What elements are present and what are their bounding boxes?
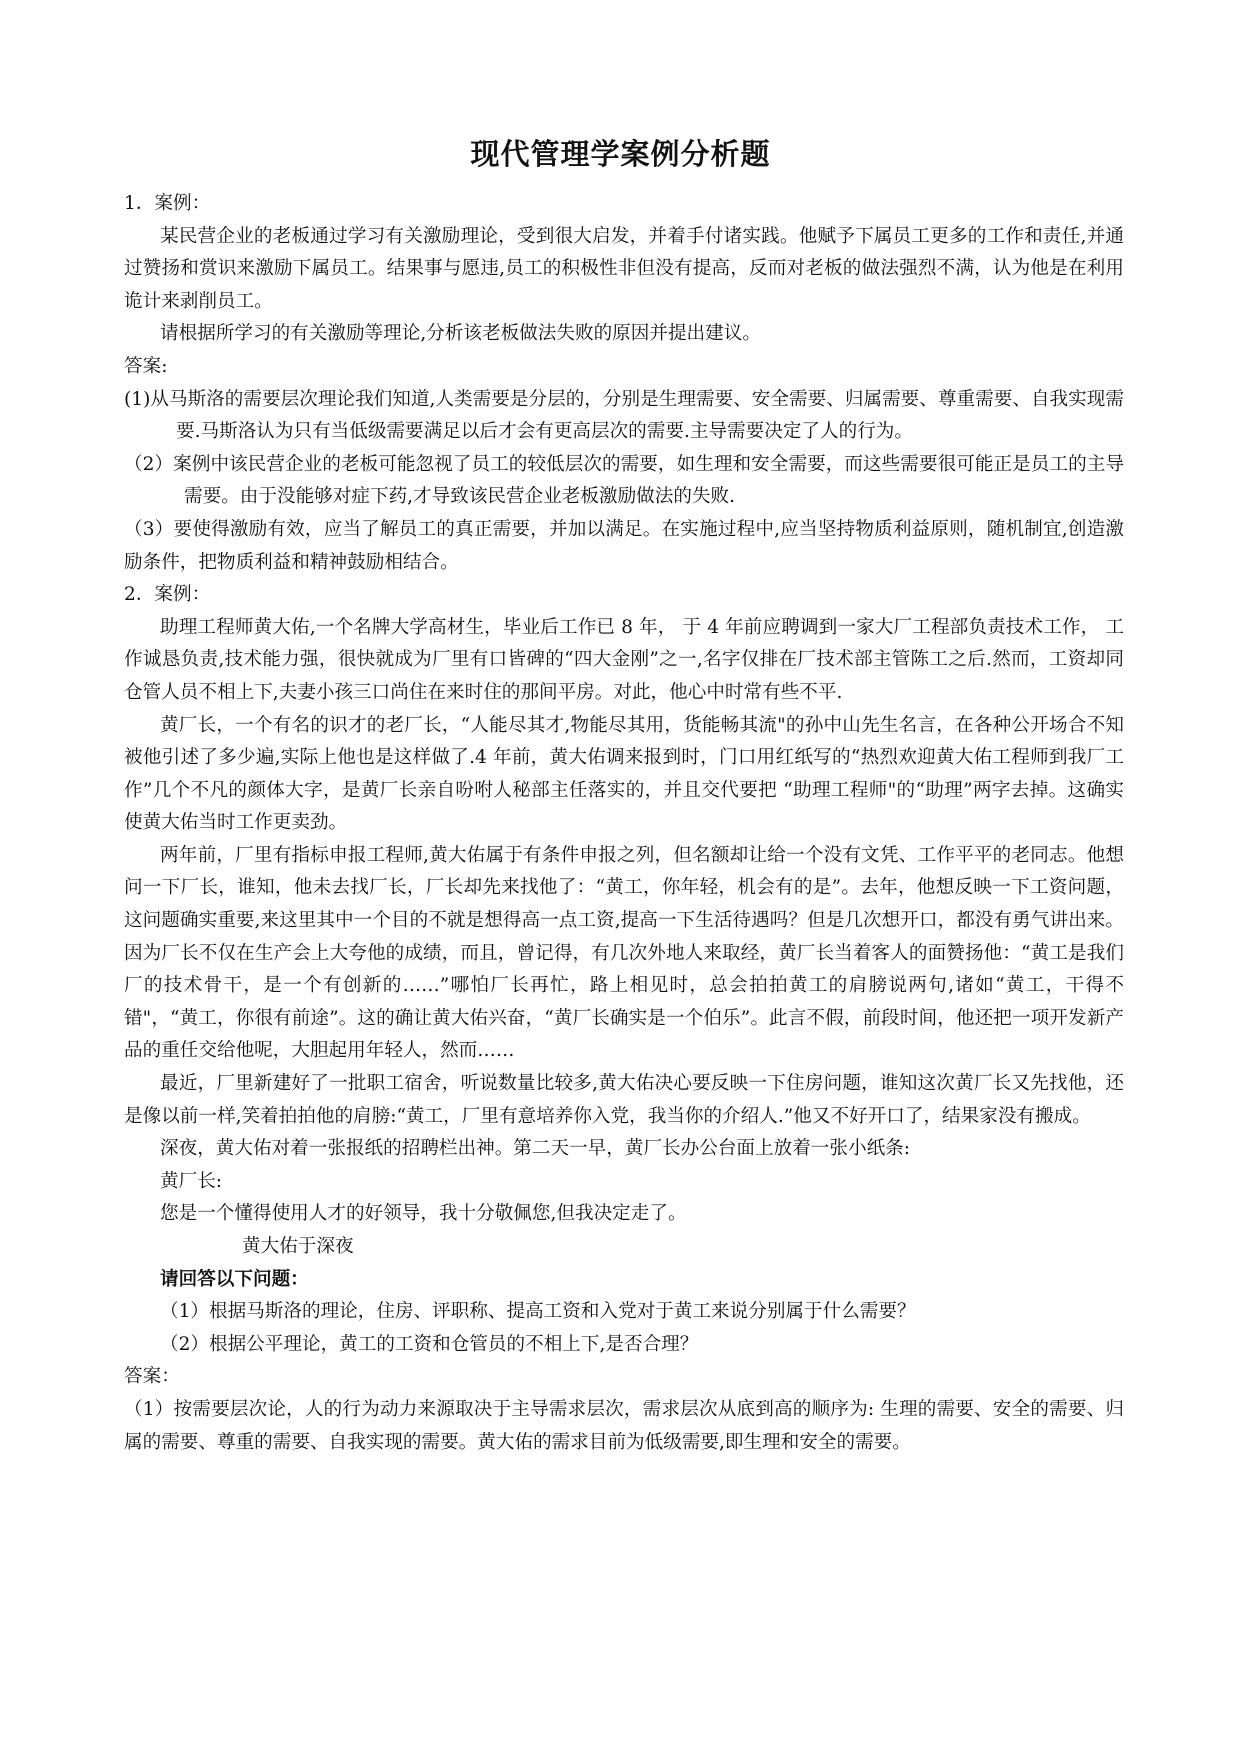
q2-case-paragraph-1: 助理工程师黄大佑,一个名牌大学高材生，毕业后工作已 8 年， 于 4 年前应聘调到一家大厂工程部负责技术工作， 工作诚恳负责,技术能力强，很快就成为厂里有口皆碑的“四大金刚”之一,名字仅排在厂技术部主管陈工之后.然而，工资却同仓管人员不相上下,夫妻小孩三口尚住在来时住的那间平房。对此，他心中时常有些不平. xyxy=(124,616,1124,703)
questions-label: 请回答以下问题： xyxy=(160,1268,309,1290)
document-body xyxy=(124,188,1124,1459)
q1-answer-label: 答案: xyxy=(124,355,168,377)
q2-case-paragraph-2: 黄厂长，一个有名的识才的老厂长，“人能尽其才,物能尽其用，货能畅其流"的孙中山先生名言，在各种公开场合不知被他引述了多少遍,实际上他也是这样做了.4 年前，黄大佑调来报到时，门口用红纸写的“热烈欢迎黄大佑工程师到我厂工作”几个不凡的颜体大字，是黄厂长亲自吩咐人秘部主任落实的，并且交代要把 “助理工程师"的“助理”两字去掉。这确实使黄大佑当时工作更卖劲。 xyxy=(124,714,1124,834)
note-salutation: 黄厂长: xyxy=(160,1170,223,1192)
note-signature: 黄大佑于深夜 xyxy=(242,1236,354,1257)
q2-question-2: （2）根据公平理论，黄工的工资和仓管员的不相上下,是否合理？ xyxy=(160,1333,699,1355)
q1-answer-2: （2）案例中该民营企业的老板可能忽视了员工的较低层次的需要，如生理和安全需要，而这些需要很可能正是员工的主导需要。由于没能够对症下药,才导致该民营企业老板激励做法的失败. xyxy=(124,453,1124,508)
q2-answer-1: （1）按需要层次论，人的行为动力来源取决于主导需求层次，需求层次从底到高的顺序为: 生理的需要、安全的需要、归属的需要、尊重的需要、自我实现的需要。黄大佑的需求目前为低级需要,即生理和安全的需要。 xyxy=(124,1398,1124,1453)
q2-case-paragraph-5: 深夜，黄大佑对着一张报纸的招聘栏出神。第二天一早，黄厂长办公台面上放着一张小纸条: xyxy=(160,1138,911,1160)
q2-case-paragraph-3: 两年前，厂里有指标申报工程师,黄大佑属于有条件申报之列，但名额却让给一个没有文凭、工作平平的老同志。他想问一下厂长，谁知，他未去找厂长，厂长却先来找他了：“黄工，你年轻，机会有的是”。去年，他想反映一下工资问题，这问题确实重要,来这里其中一个目的不就是想得高一点工资,提高一下生活待遇吗？但是几次想开口，都没有勇气讲出来。因为厂长不仅在生产会上大夸他的成绩，而且，曾记得，有几次外地人来取经，黄厂长当着客人的面赞扬他：“黄工是我们厂的技术骨干，是一个有创新的……”哪怕厂长再忙，路上相见时，总会拍拍黄工的肩膀说两句,诸如“黄工，干得不错"，“黄工，你很有前途”。这的确让黄大佑兴奋，“黄厂长确实是一个伯乐”。此言不假，前段时间，他还把一项开发新产品的重任交给他呢，大胆起用年轻人，然而…… xyxy=(124,844,1124,1062)
q1-heading: 1．案例： xyxy=(124,193,211,214)
q2-answer-label: 答案： xyxy=(124,1366,180,1388)
note-body: 您是一个懂得使用人才的好领导，我十分敬佩您,但我决定走了。 xyxy=(160,1203,687,1225)
q2-question-1: （1）根据马斯洛的理论，住房、评职称、提高工资和入党对于黄工来说分别属于什么需要？ xyxy=(160,1301,916,1323)
q2-case-paragraph-4: 最近，厂里新建好了一批职工宿舍，听说数量比较多,黄大佑决心要反映一下住房问题，谁知这次黄厂长又先找他，还是像以前一样,笑着拍拍他的肩膀:“黄工，厂里有意培养你入党，我当你的介绍人.”他又不好开口了，结果家没有搬成。 xyxy=(124,1073,1124,1127)
q1-case-task: 请根据所学习的有关激励等理论,分析该老板做法失败的原因并提出建议。 xyxy=(160,323,761,345)
q2-heading: 2．案例： xyxy=(124,584,211,606)
q1-case-paragraph: 某民营企业的老板通过学习有关激励理论，受到很大启发，并着手付诸实践。他赋予下属员工更多的工作和责任,并通过赞扬和赏识来激励下属员工。结果事与愿违,员工的积极性非但没有提高，反而对老板的做法强烈不满，认为他是在利用诡计来剥削员工。 xyxy=(124,225,1124,312)
q1-answer-1: (1)从马斯洛的需要层次理论我们知道,人类需要是分层的，分别是生理需要、安全需要、归属需要、尊重需要、自我实现需要.马斯洛认为只有当低级需要满足以后才会有更高层次的需要.主导需要决定了人的行为。 xyxy=(124,388,1124,443)
q1-answer-3: （3）要使得激励有效，应当了解员工的真正需要，并加以满足。在实施过程中,应当坚持物质利益原则，随机制宜,创造激励条件，把物质利益和精神鼓励相结合。 xyxy=(124,518,1124,573)
page-title: 现代管理学案例分析题 xyxy=(470,137,771,171)
